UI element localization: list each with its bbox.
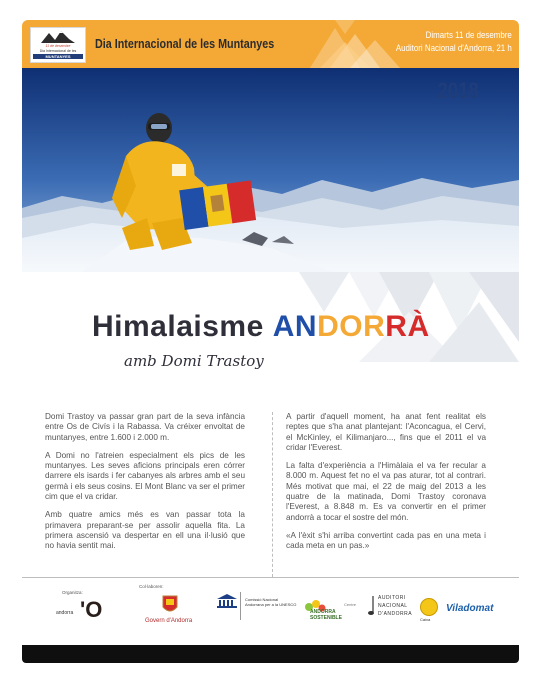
event-logo	[30, 27, 86, 63]
body-left-column	[45, 412, 245, 560]
hero-photo	[22, 68, 519, 272]
sostenible-line2: SOSTENIBLE	[310, 615, 342, 621]
unesco-divider	[240, 592, 241, 620]
title-andorra-part2: DOR	[317, 310, 386, 343]
event-place: Auditori Nacional d'Andorra, 21 h	[396, 43, 512, 53]
centre-text: Centre	[344, 602, 357, 607]
title-andorra-part3: RÀ	[385, 310, 430, 343]
unesco-temple-icon	[217, 594, 237, 608]
collaboren-label: Col·laboren:	[139, 584, 164, 589]
year-label: 2018	[437, 78, 479, 103]
body-right-column	[286, 412, 486, 560]
paragraph: Amb quatre amics més es van passar tota la primavera preparant-se per assolir aquella fita. La primera ascensió va despertar en ell una il·lusió que no havia sentit mai.	[45, 510, 245, 551]
column-divider	[272, 412, 273, 577]
event-date-place	[396, 29, 512, 55]
andorra-o-logo: 'O	[80, 597, 103, 622]
title-andorra-part1: AN	[272, 310, 318, 343]
title-andorra	[273, 310, 430, 343]
bottom-bar	[22, 645, 519, 663]
title-himalaisme: Himalaisme	[92, 310, 264, 343]
auditori-line1: AUDITORI	[378, 595, 406, 601]
subtitle: amb Domi Trastoy	[124, 352, 264, 370]
caixa-logo-icon	[420, 598, 438, 616]
event-date: Dimarts 11 de desembre	[425, 30, 512, 40]
poster	[22, 20, 519, 668]
footer-divider	[22, 577, 519, 578]
paragraph: A partir d'aquell moment, ha anat fent realitat els reptes que s'ha anat plantejant: l'Aconcagua, el Cervi, el McKinley, el Kilimanjaro..., fins que el 2011 el va cridar l'Everest.	[286, 412, 486, 452]
logo-date: 11 de desembre	[45, 44, 71, 48]
coat-of-arms-icon	[162, 595, 178, 615]
sostenible-line1: ANDORRA	[310, 609, 336, 615]
organitza-label: Organitza:	[62, 590, 83, 595]
auditori-line3: D'ANDORRA	[378, 611, 413, 617]
paragraph: «A l'èxit s'hi arriba convertint cada pas en una meta i cada meta en un pas.»	[286, 530, 486, 551]
logo-text: Dia Internacional de les	[39, 49, 77, 53]
unesco-commission-text: Comissió Nacional Andorrana per a la UNESCO	[245, 597, 297, 607]
auditori-line2: NACIONAL	[378, 603, 408, 609]
music-note-icon	[367, 594, 377, 618]
event-title: Dia Internacional de les Muntanyes	[95, 37, 275, 51]
mountain-icon	[41, 30, 75, 43]
header-bar	[22, 20, 519, 68]
andorra-o-small: andorra	[56, 610, 74, 616]
caixa-text: Caixa	[420, 617, 431, 622]
viladomat-logo: Viladomat	[446, 603, 494, 614]
paragraph: La falta d'experiència a l'Himàlaia el va fer recular a 8.000 m. Aquest fet no el va pas aturar, tot al contrari. Més motivat que mai, el 22 de maig del 2013 a les quatre de la matinada, Domi Trastoy coronava l'Everest, a 8.848 m. Es va convertir en el primer andorrà a tocar el sostre del món.	[286, 461, 486, 522]
govern-andorra-text: Govern d'Andorra	[145, 618, 193, 624]
paragraph: A Domi no l'atreien especialment els pics de les muntanyes. Les seves aficions principals eren córrer darrere els isards i fer cabanyes als arbres amb el seu germà i els seus cosins. El Mont Blanc va ser el primer cim que el va cridar.	[45, 450, 245, 502]
main-title	[92, 310, 430, 344]
paragraph: Domi Trastoy va passar gran part de la seva infància entre Os de Civís i la Rabassa. Va créixer envoltat de muntanyes, entre 1.600 i 2.000 m.	[45, 412, 245, 442]
logo-muntanyes: MUNTANYES	[33, 54, 83, 59]
